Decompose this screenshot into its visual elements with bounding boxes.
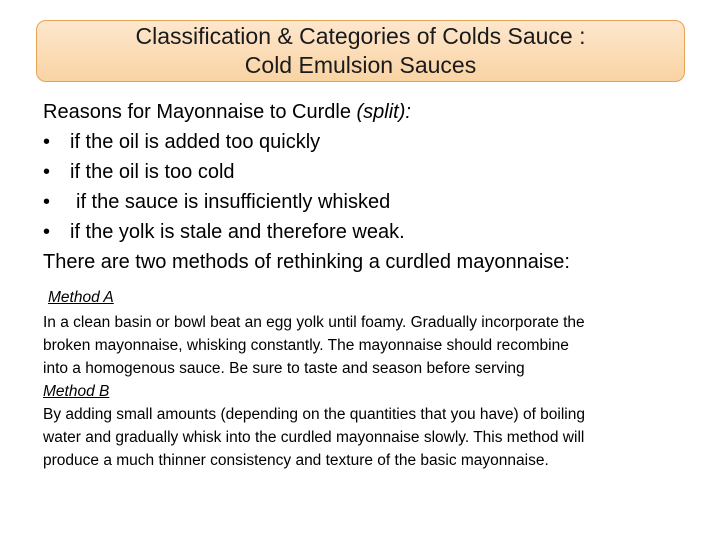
bullet-dot: • (43, 191, 51, 213)
method-a-line: into a homogenous sauce. Be sure to taste and season before serving (43, 360, 525, 377)
bullet-item (43, 217, 703, 247)
reasons-heading-text: Reasons for Mayonnaise to Curdle (43, 101, 357, 123)
method-b-line: produce a much thinner consistency and texture of the basic mayonnaise. (43, 452, 549, 469)
reasons-heading-italic: (split): (356, 101, 411, 123)
slide-title-line-1: Classification & Categories of Colds Sauce : (135, 23, 586, 49)
method-b-line: water and gradually whisk into the curdled mayonnaise slowly. This method will (43, 429, 585, 446)
method-a-heading: Method A (48, 289, 114, 306)
method-a-line: broken mayonnaise, whisking constantly. The mayonnaise should recombine (43, 337, 569, 354)
methods-section (43, 311, 703, 472)
bullet-text: if the oil is too cold (70, 161, 235, 183)
slide-title-line-2: Cold Emulsion Sauces (244, 52, 477, 78)
method-b-heading: Method B (43, 383, 110, 400)
bullet-text: if the sauce is insufficiently whisked (76, 191, 391, 213)
bullet-dot: • (43, 221, 51, 243)
bullet-dot: • (43, 161, 51, 183)
method-a-line: In a clean basin or bowl beat an egg yolk until foamy. Gradually incorporate the (43, 314, 585, 331)
bullet-item (43, 127, 703, 157)
methods-intro: There are two methods of rethinking a curdled mayonnaise: (43, 251, 570, 273)
bullet-text: if the yolk is stale and therefore weak. (70, 221, 405, 243)
bullet-item (43, 157, 703, 187)
bullet-text: if the oil is added too quickly (70, 131, 321, 153)
method-b-line: By adding small amounts (depending on the quantities that you have) of boiling (43, 406, 585, 423)
reasons-heading (43, 97, 703, 127)
bullet-dot: • (43, 131, 51, 153)
curdle-reasons-section (43, 97, 703, 277)
bullet-item (43, 187, 703, 217)
slide-title-box (36, 20, 685, 82)
